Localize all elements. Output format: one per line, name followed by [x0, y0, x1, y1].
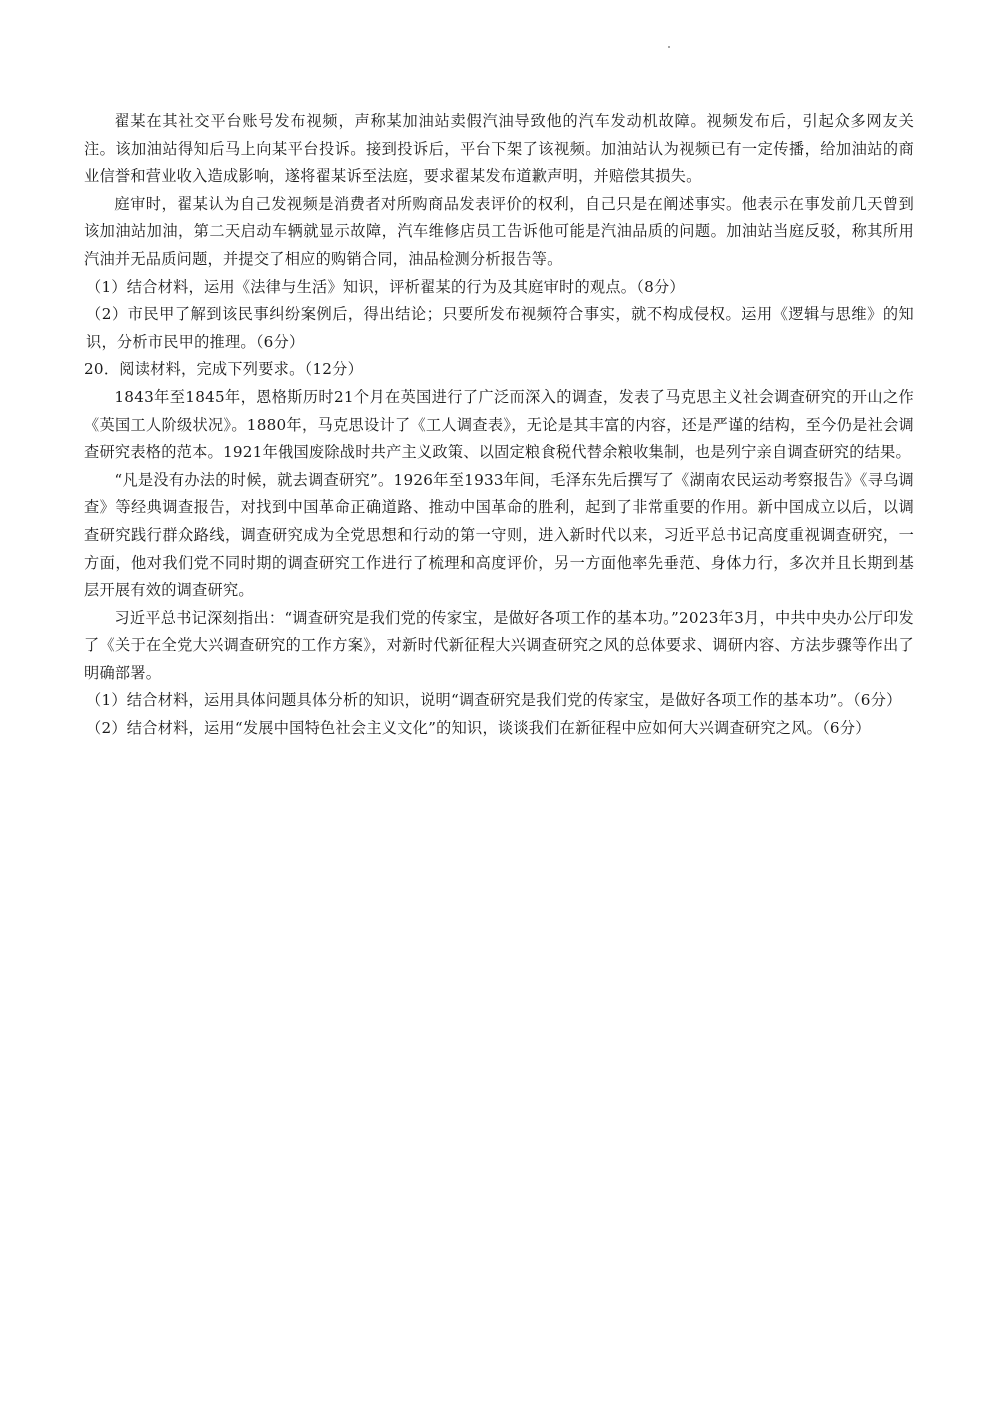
material-19-paragraph-2: 庭审时，翟某认为自己发视频是消费者对所购商品发表评价的权利，自己只是在阐述事实。他表示在事发前几天曾到该加油站加油，第二天启动车辆就显示故障，汽车维修店员工告诉他可能是汽油品质的问题。加油站当庭反驳，称其所用汽油并无品质问题，并提交了相应的购销合同，油品检测分析报告等。 [84, 194, 914, 268]
material-19-paragraph-1: 翟某在其社交平台账号发布视频，声称某加油站卖假汽油导致他的汽车发动机故障。视频发布后，引起众多网友关注。该加油站得知后马上向某平台投诉。接到投诉后，平台下架了该视频。加油站认为视频已有一定传播，给加油站的商业信誉和营业收入造成影响，遂将翟某诉至法庭，要求翟某发布道歉声明，并赔偿其损失。 [84, 112, 914, 186]
page-marker-dot [668, 46, 670, 48]
question-19-part-1: （1）结合材料，运用《法律与生活》知识，评析翟某的行为及其庭审时的观点。（8分） [86, 277, 685, 296]
material-20-paragraph-1: 1843年至1845年，恩格斯历时21个月在英国进行了广泛而深入的调查，发表了马克思主义社会调查研究的开山之作《英国工人阶级状况》。1880年，马克思设计了《工人调查表》，无论是其丰富的内容，还是严谨的结构，至今仍是社会调查研究表格的范本。1921年俄国废除战时共产主义政策、以固定粮食税代替余粮收集制，也是列宁亲自调查研究的结果。 [84, 387, 914, 462]
material-20-paragraph-2: “凡是没有办法的时候，就去调查研究”。1926年至1933年间，毛泽东先后撰写了《湖南农民运动考察报告》《寻乌调查》等经典调查报告，对找到中国革命正确道路、推动中国革命的胜利，起到了非常重要的作用。新中国成立以后，以调查研究践行群众路线，调查研究成为全党思想和行动的第一守则，进入新时代以来，习近平总书记高度重视调查研究，一方面，他对我们党不同时期的调查研究工作进行了梳理和高度评价，另一方面他率先垂范、身体力行，多次并且长期到基层开展有效的调查研究。 [84, 470, 914, 600]
exam-page-content [84, 108, 914, 743]
question-20-part-2: （2）结合材料，运用“发展中国特色社会主义文化”的知识，谈谈我们在新征程中应如何大兴调查研究之风。（6分） [86, 719, 871, 738]
question-19-part-2: （2）市民甲了解到该民事纠纷案例后，得出结论；只要所发布视频符合事实，就不构成侵权。运用《逻辑与思维》的知识，分析市民甲的推理。（6分） [86, 305, 914, 351]
question-20-heading: 20．阅读材料，完成下列要求。（12分） [84, 360, 364, 379]
material-20-paragraph-3: 习近平总书记深刻指出：“调查研究是我们党的传家宝，是做好各项工作的基本功。”2023年3月，中共中央办公厅印发了《关于在全党大兴调查研究的工作方案》，对新时代新征程大兴调查研究之风的总体要求、调研内容、方法步骤等作出了明确部署。 [84, 608, 914, 682]
question-20-part-1: （1）结合材料，运用具体问题具体分析的知识，说明“调查研究是我们党的传家宝，是做好各项工作的基本功”。（6分） [86, 691, 902, 710]
